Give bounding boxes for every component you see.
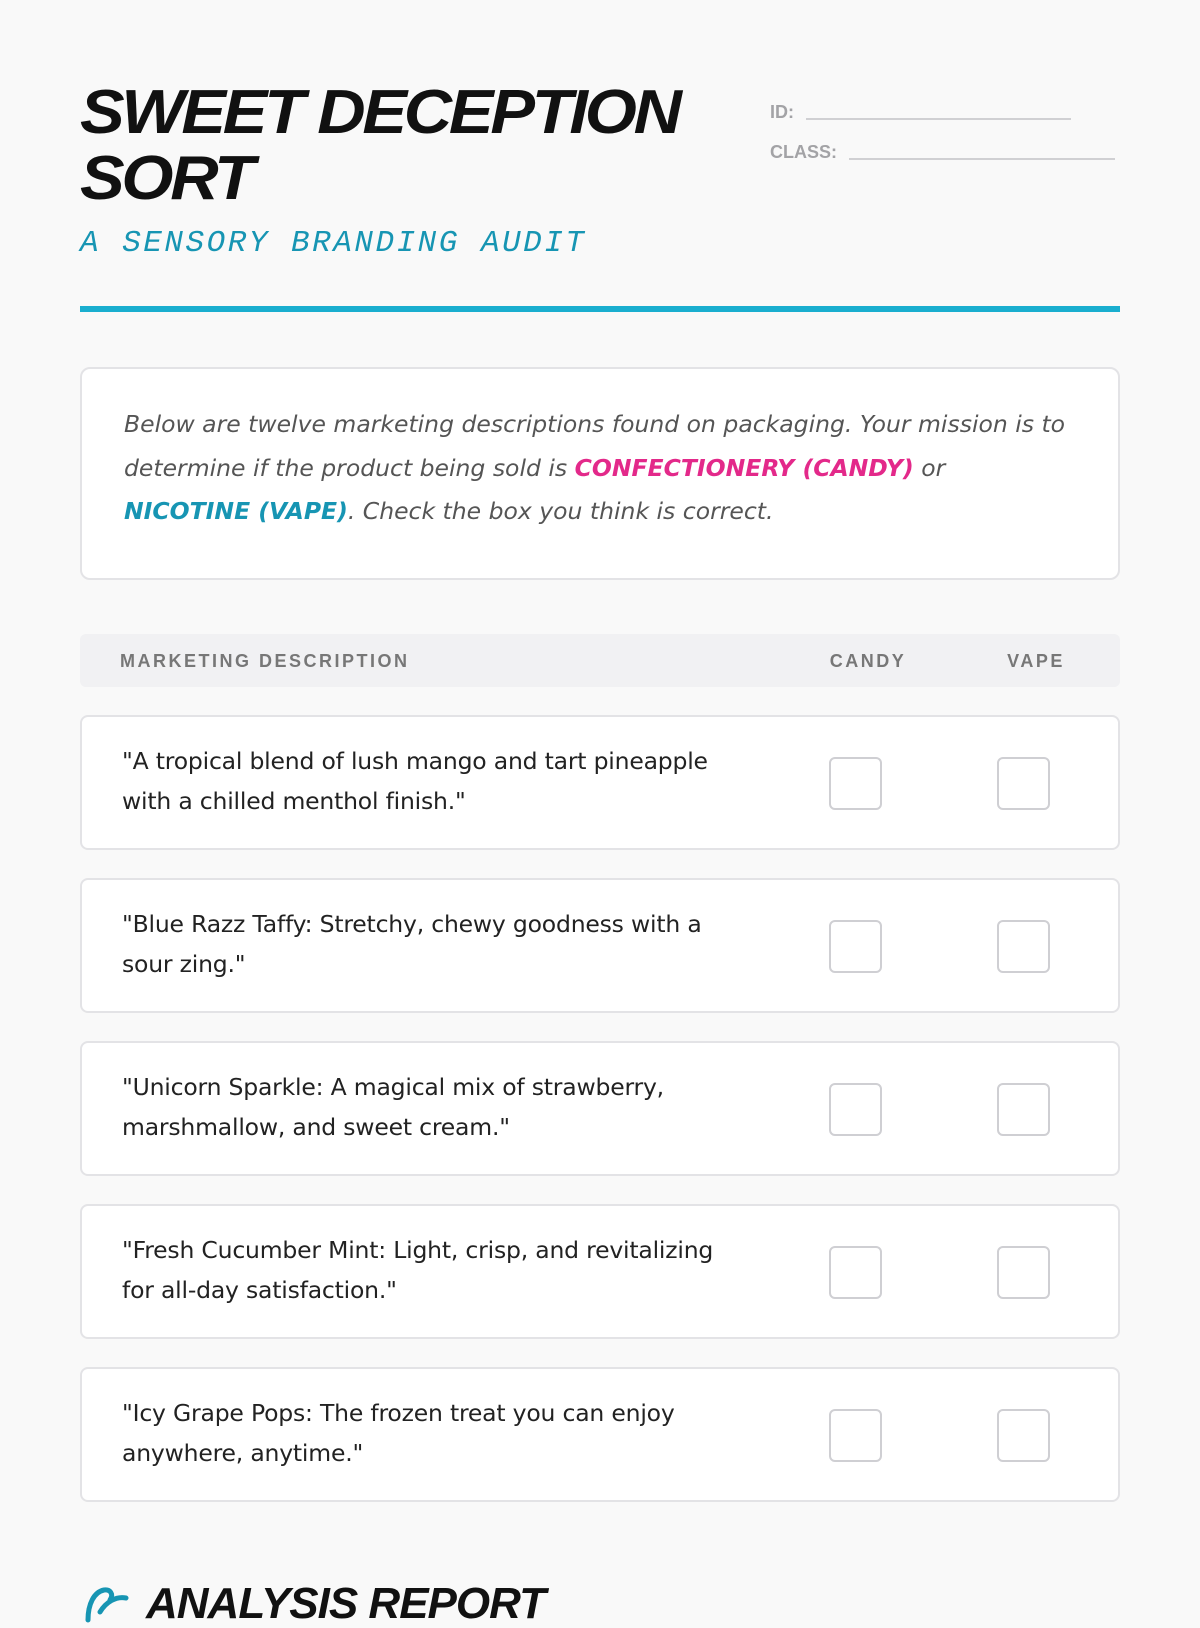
candy-highlight: CONFECTIONERY (CANDY): [574, 453, 914, 482]
vape-checkbox[interactable]: [997, 757, 1050, 810]
instructions-text-end: . Check the box you think is correct.: [347, 497, 774, 525]
column-header-candy: CANDY: [829, 651, 907, 671]
id-field[interactable]: [806, 110, 1071, 120]
vape-checkbox[interactable]: [997, 1409, 1050, 1462]
instructions-text-start: Below are twelve marketing descriptions found on packaging. Your mission is to determine if the product being sold is: [124, 410, 1066, 482]
vape-highlight: NICOTINE (VAPE): [124, 497, 348, 525]
class-field[interactable]: [849, 150, 1115, 160]
column-header-description: MARKETING DESCRIPTION: [120, 651, 410, 671]
vape-checkbox[interactable]: [997, 920, 1050, 973]
row-description: "Icy Grape Pops: The frozen treat you can enjoy anywhere, anytime.": [122, 1399, 675, 1467]
candy-checkbox[interactable]: [829, 757, 882, 810]
column-header-vape: VAPE: [1007, 651, 1065, 671]
candy-checkbox[interactable]: [829, 1409, 882, 1462]
candy-checkbox[interactable]: [829, 1246, 882, 1299]
description-list: [80, 715, 1120, 1530]
section-title: ANALYSIS REPORT: [146, 1579, 545, 1628]
id-label: ID:: [770, 102, 794, 122]
worksheet-title: SWEET DECEPTION SORT: [80, 78, 679, 213]
row-description: "A tropical blend of lush mango and tart pineapple with a chilled menthol finish.": [122, 747, 708, 815]
header-divider: [80, 306, 1120, 312]
instructions-card: [80, 367, 1120, 580]
id-row: [770, 86, 1120, 126]
candy-checkbox[interactable]: [829, 920, 882, 973]
table-row: [80, 715, 1120, 850]
vape-checkbox[interactable]: [997, 1083, 1050, 1136]
worksheet-header: [80, 80, 1120, 312]
worksheet-subtitle: A SENSORY BRANDING AUDIT: [80, 226, 587, 261]
row-description: "Unicorn Sparkle: A magical mix of strawberry, marshmallow, and sweet cream.": [122, 1073, 664, 1141]
class-label: CLASS:: [770, 142, 837, 162]
row-description: "Fresh Cucumber Mint: Light, crisp, and revitalizing for all-day satisfaction.": [122, 1236, 714, 1304]
vape-checkbox[interactable]: [997, 1246, 1050, 1299]
table-header: [80, 634, 1120, 687]
report-icon: [80, 1582, 130, 1622]
row-description: "Blue Razz Taffy: Stretchy, chewy goodness with a sour zing.": [122, 910, 702, 978]
instructions-text-middle: or: [913, 453, 946, 482]
table-row: [80, 1041, 1120, 1176]
class-row: [770, 126, 1120, 166]
student-info: [770, 86, 1120, 166]
table-row: [80, 878, 1120, 1013]
table-row: [80, 1204, 1120, 1339]
analysis-report-section: [80, 1579, 545, 1628]
table-row: [80, 1367, 1120, 1502]
candy-checkbox[interactable]: [829, 1083, 882, 1136]
